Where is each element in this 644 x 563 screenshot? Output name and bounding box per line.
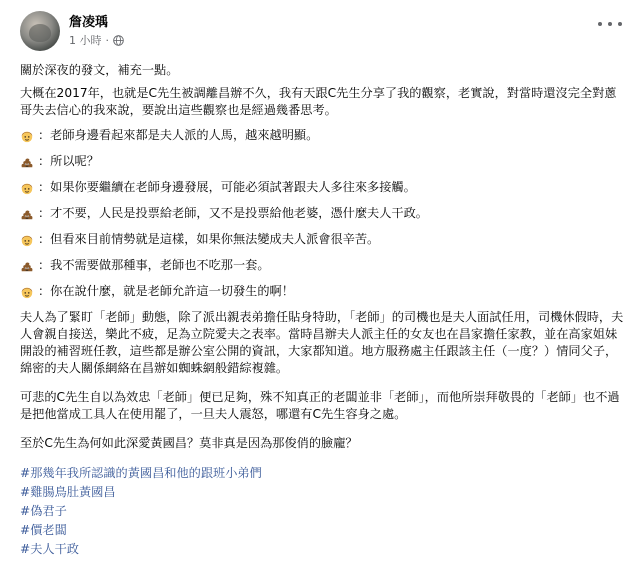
pile-of-poo-emoji: [20, 207, 34, 221]
post-meta: [69, 14, 124, 48]
dialogue-text: ：我不需要做那種事，老師也不吃那一套。: [38, 258, 270, 272]
avatar[interactable]: [20, 11, 60, 51]
globe-icon[interactable]: [113, 35, 124, 46]
dialogue-text: ：如果你要繼續在老師身邊發展，可能必須試著跟夫人多往來多接觸。: [38, 180, 416, 194]
dialogue-text: ：你在說什麼，就是老師允許這一切發生的啊！: [38, 284, 294, 298]
dialogue-line: [20, 257, 628, 274]
post-context: 大概在2017年，也就是C先生被調離昌辦不久，我有天跟C先生分享了我的觀察，老實說，對當時還沒完全對蔥哥失去信心的我來說，要說出這些觀察也是經過幾番思考。: [20, 86, 617, 117]
woman-face-emoji: [20, 129, 34, 143]
dialogue-line: [20, 153, 628, 170]
separator: ·: [105, 34, 109, 47]
pile-of-poo-emoji: [20, 155, 34, 169]
post-body: [20, 62, 628, 559]
dialogue-text: ：才不要，人民是投票給老師，又不是投票給他老婆，憑什麼夫人干政。: [38, 206, 428, 220]
hashtag-link[interactable]: #偽君子: [20, 504, 67, 518]
more-options-icon[interactable]: [598, 16, 622, 32]
dialogue-line: [20, 205, 628, 222]
post-header: [20, 10, 628, 52]
post-timestamp[interactable]: 1 小時: [69, 34, 102, 47]
dialogue-text: ：但看來目前情勢就是這樣，如果你無法變成夫人派會很辛苦。: [38, 232, 380, 246]
dialogue-line: [20, 179, 628, 196]
post-paragraph-3: 至於C先生為何如此深愛黃國昌？莫非真是因為那俊俏的臉龐？: [20, 436, 358, 450]
dialogue-line: [20, 283, 628, 300]
hashtag-link[interactable]: #雞腸鳥肚黃國昌: [20, 485, 116, 499]
hashtag-link[interactable]: #夫人干政: [20, 542, 79, 556]
post-intro: 關於深夜的發文，補充一點。: [20, 63, 179, 77]
dialogue-text: ：老師身邊看起來都是夫人派的人馬，越來越明顯。: [38, 128, 319, 142]
post-paragraph-2: 可悲的C先生自以為效忠「老師」便已足夠，殊不知真正的老闆並非「老師」，而他所崇拜敬畏的「老師」也不過是把他當成工具人在使用罷了，一旦夫人震怒，哪還有C先生容身之處。: [20, 390, 620, 421]
post-paragraph-1: 夫人為了緊盯「老師」動態，除了派出親表弟擔任貼身特助，「老師」的司機也是夫人面試任用，司機休假時，夫人會親自接送，樂此不疲，足為立院愛夫之表率。當時昌辦夫人派主任的女友也在昌家擔任家教，並在高家姐妹開設的補習班任教，這些都是辦公室公開的資訊，大家都知道。地方服務處主任跟該主任（一度？）情同父子，綿密的夫人關係網絡在昌辦如蜘蛛網般錯綜複雜。: [20, 310, 624, 375]
dialogue-list: [20, 127, 628, 300]
woman-face-emoji: [20, 181, 34, 195]
woman-face-emoji: [20, 285, 34, 299]
dialogue-text: ：所以呢？: [38, 154, 99, 168]
hashtag-link[interactable]: #價老闆: [20, 523, 67, 537]
hashtag-list: [20, 464, 628, 559]
pile-of-poo-emoji: [20, 259, 34, 273]
hashtag-link[interactable]: #那幾年我所認識的黃國昌和他的跟班小弟們: [20, 466, 262, 480]
dialogue-line: [20, 231, 628, 248]
woman-face-emoji: [20, 233, 34, 247]
author-name[interactable]: 詹凌瑀: [69, 15, 109, 30]
dialogue-line: [20, 127, 628, 144]
post-subline: [69, 33, 124, 48]
